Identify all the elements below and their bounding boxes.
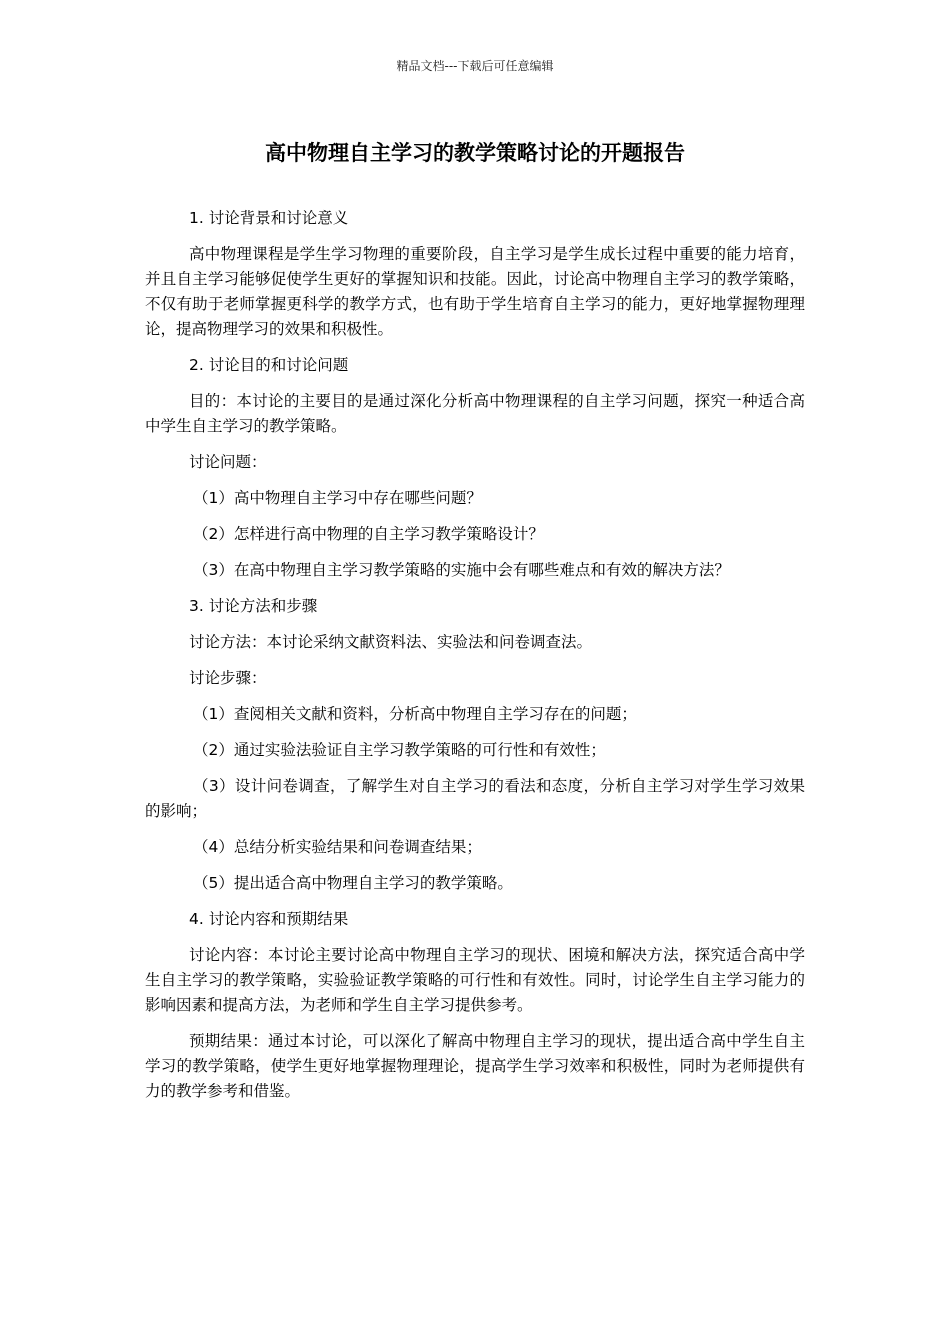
list-item-question-2: （2）怎样进行高中物理的自主学习教学策略设计？ — [193, 525, 544, 543]
paragraph-expected-results: 预期结果：通过本讨论，可以深化了解高中物理自主学习的现状，提出适合高中学生自主学习的教学策略，使学生更好地掌握物理理论，提高学生学习效率和积极性，同时为老师提供有力的教学参考和借鉴。 — [145, 1032, 805, 1100]
list-item-step-4: （4）总结分析实验结果和问卷调查结果； — [193, 838, 482, 856]
section-heading-background: 1. 讨论背景和讨论意义 — [189, 209, 349, 227]
paragraph-content: 讨论内容：本讨论主要讨论高中物理自主学习的现状、困境和解决方法，探究适合高中学生自主学习的教学策略，实验验证教学策略的可行性和有效性。同时，讨论学生自主学习能力的影响因素和提高方法，为老师和学生自主学习提供参考。 — [145, 946, 805, 1014]
section-heading-methods: 3. 讨论方法和步骤 — [189, 597, 318, 615]
document-title: 高中物理自主学习的教学策略讨论的开题报告 — [265, 141, 685, 165]
section-heading-content: 4. 讨论内容和预期结果 — [189, 910, 349, 928]
paragraph-purpose: 目的：本讨论的主要目的是通过深化分析高中物理课程的自主学习问题，探究一种适合高中学生自主学习的教学策略。 — [145, 392, 805, 435]
list-item-step-5: （5）提出适合高中物理自主学习的教学策略。 — [193, 874, 513, 892]
paragraph-methods: 讨论方法：本讨论采纳文献资料法、实验法和问卷调查法。 — [189, 633, 593, 651]
list-item-question-3: （3）在高中物理自主学习教学策略的实施中会有哪些难点和有效的解决方法？ — [193, 561, 730, 579]
document-body — [145, 206, 805, 1115]
list-item-question-1: （1）高中物理自主学习中存在哪些问题？ — [193, 489, 482, 507]
paragraph-steps-label: 讨论步骤： — [189, 669, 267, 687]
list-item-step-2: （2）通过实验法验证自主学习教学策略的可行性和有效性； — [193, 741, 606, 759]
paragraph-background: 高中物理课程是学生学习物理的重要阶段，自主学习是学生成长过程中重要的能力培育，并且自主学习能够促使学生更好的掌握知识和技能。因此，讨论高中物理自主学习的教学策略，不仅有助于老师掌握更科学的教学方式，也有助于学生培育自主学习的能力，更好地掌握物理理论，提高物理学习的效果和积极性。 — [145, 245, 805, 338]
header-note: 精品文档---下载后可任意编辑 — [396, 59, 554, 73]
section-heading-purpose: 2. 讨论目的和讨论问题 — [189, 356, 349, 374]
list-item-step-1: （1）查阅相关文献和资料，分析高中物理自主学习存在的问题； — [193, 705, 637, 723]
list-item-step-3: （3）设计问卷调查，了解学生对自主学习的看法和态度，分析自主学习对学生学习效果的影响； — [145, 777, 805, 820]
paragraph-questions-label: 讨论问题： — [189, 453, 267, 471]
